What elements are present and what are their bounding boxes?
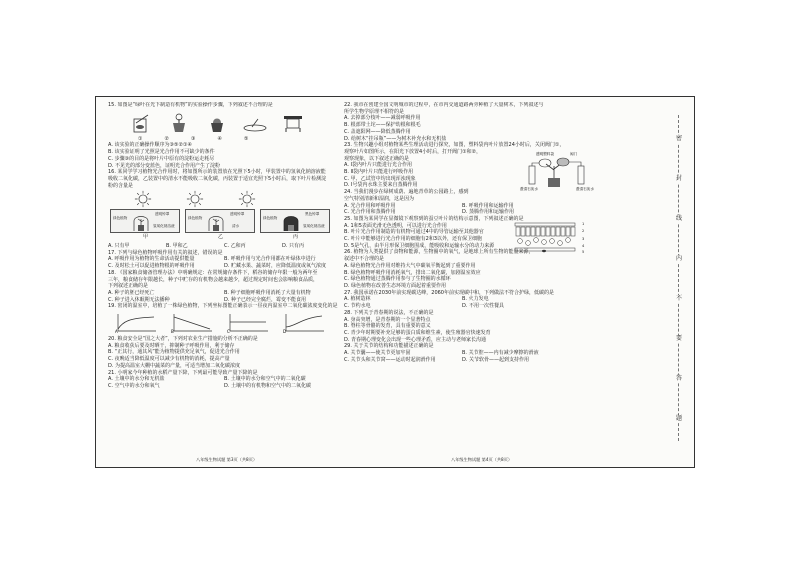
q25-leaf-cross-section: 1 2 3 4 5 [514,221,592,255]
q19-graph-b [170,312,216,334]
q27-options [344,296,580,309]
svg-text:透明塑料袋: 透明塑料袋 [536,152,554,156]
page-footer-right: 八年级生物试题 第4页（共8页） [451,457,513,462]
q15-option-c: C. 步骤③的目的是将叶片中原有的淀粉运走耗尽 [108,155,215,162]
question-26-stem-2: 叙述中不合理的是 [344,256,385,263]
q16-sun-row [134,190,340,208]
setup-yi: 绿色植物 透明钟罩 清水 [185,209,255,233]
q15-option-b: B. 该实验证明了光照是光合作用不可缺少的条件 [108,149,215,156]
q26-option-d: D. 绿色植物在改善生态环境方面起着重要作用 [344,282,447,289]
q28-option-d: D. 青春期心理变化会出现一些心理矛盾，应主动与老师家长沟通 [344,336,487,343]
sun-icon [134,190,152,208]
q29-option-a: A. 关节囊——使关节更加牢固 [344,350,411,357]
q16-option-d: D. 只有丙 [282,243,305,250]
leaf-structure-icon [514,221,580,255]
question-24-stem-1: 24. 当我们漫步在绿树成荫、遍地青草的公园路上，感到 [344,189,469,196]
q22-option-a: A. 去掉部分枝叶——减弱呼吸作用 [344,115,421,122]
q18-option-b: B. 种子细胞呼吸作用消耗了大量有机物 [224,289,311,296]
svg-text:B: B [171,329,174,335]
question-23-stem-1: 23. 生物兴趣小组对植物某些生理活动进行探究，如图，塑料袋内叶片放置24小时后，关闭阀门①， [344,142,565,149]
plant-under-bell-jar-icon [131,214,151,232]
svg-text:A: A [115,329,118,335]
q18-option-d: D. 种子已经完全腐烂，霉变不能食用 [224,296,307,303]
q16-option-a: A. 只有甲 [108,243,130,250]
q26-option-a: A. 绿色植物光合作用对维持大气中碳氧平衡起到了重要作用 [344,262,476,269]
q27-option-d: D. 不用一次性餐具 [462,303,505,310]
question-16-stem-3: 粉的含量是 [108,182,134,189]
question-27-stem: 27. 我国承诺在2030年前实现碳达峰，2060年前实现碳中和，下列做法不符合护绿，低碳的是 [344,289,554,296]
question-19-stem: 19. 密闭的温室中，培植了一株绿色植物，下列坐标图能正确表示一昼夜内温室中二氧化碳浓度变化的是 [108,303,338,310]
q25-option-d: D. 5是气孔，由半月形保卫细胞围成，能吸收和运输水分的动力来源 [344,242,495,249]
q18-options [108,290,340,303]
q23-option-b: B. Ⅱ袋内叶片只能进行呼吸作用 [344,169,414,176]
sun-icon [238,190,256,208]
question-18-stem-2: 三年，粮食储存年限越长，种子中贮存的有机物会越来越少，超过规定时间也会影响粮食品质， [108,276,319,283]
q29-option-b: B. 关节腔——内有减少摩擦的滑液 [462,350,539,357]
q29-option-c: C. 关节头和关节窝——运动时起润滑作用 [344,356,436,363]
q20-option-a: A. 粮食收获后要及时晒干，抑制种子呼吸作用，利于储存 [108,342,235,349]
q17-options [108,256,340,269]
q28-option-b: B. 脊柱等骨骼的发育，具有重要的意义 [344,323,431,330]
potted-plant-in-light-icon [164,113,194,133]
question-16-stem-2: 吸收二氧化碳，乙装置中的清水不能吸收二氧化碳，丙装置于适宜光照下5小时后，取下叶片检测淀 [108,175,327,182]
q16-option-b: B. 甲和乙 [166,243,188,250]
q17-option-c: C. 及时松土可以促进植物根的呼吸作用 [108,263,195,270]
q27-option-c: C. 节约水电 [344,303,371,310]
q23-option-a: A. Ⅰ袋内叶片只能进行光合作用 [344,162,412,169]
q20-option-d: D. 为提高温室大棚中蔬菜的产量，可适当增加二氧化碳浓度 [108,362,241,369]
q29-option-d: D. 关节软骨——起到支持作用 [462,356,530,363]
q19-graph-a [114,312,160,334]
q29-options [344,350,580,363]
plant-under-black-jar-icon [281,214,301,232]
q16-setup-labels: 甲 乙 丙 [142,234,298,241]
question-17-stem: 17. 下列与绿色植物呼吸作用有关的叙述，错误的是 [108,249,223,256]
potted-plant-dark-icon [202,113,232,133]
q17-option-b: B. 呼吸作用与光合作用都在叶绿体中进行 [224,256,316,263]
question-25-stem: 25. 如图为某同学在显微镜下观察到的蚕豆叶片的结构示意图，下列叙述正确的是 [344,215,524,222]
q15-step-numbers: ① ② ③ ④ ⑤ [138,135,249,142]
q15-figure [126,111,340,133]
q21-option-d: D. 土壤中的有机物和空气中的二氧化碳 [224,382,312,389]
sun-icon [186,190,204,208]
q19-graphs [114,312,340,334]
q24-option-d: D. 蒸腾作用和运输作用 [462,209,515,216]
q24-option-a: A. 光合作用和呼吸作用 [344,202,396,209]
question-29-stem: 29. 关于关节的结构和功能描述正确的是 [344,343,434,350]
q27-option-a: A. 植树造林 [344,296,371,303]
q17-option-a: A. 呼吸作用为植物的生命活动提供能量 [108,256,195,263]
q21-options [108,376,340,389]
setup-jia: 绿色植物 透明钟罩 氢氧化钠溶液 [110,209,180,233]
exam-sheet [95,96,695,468]
beaker-with-leaf-icon [126,113,156,133]
q20-option-c: C. 夜晚适当降低温度可以减少有机物的消耗，提高产量 [108,356,230,363]
svg-text:澄清石灰水: 澄清石灰水 [520,187,538,191]
question-23-stem-2: 观察叶片如图所示，在阳光下放置4小时后，打开阀门①和②， [344,148,482,155]
question-24-stem-2: 空气特别清新和湿润，这是因为 [344,195,415,202]
petri-dish-icon [240,113,270,133]
q25-option-b: B. 叶片光合作用制造的有机物可通过4中的导管运输至其他器官 [344,229,484,236]
question-22-stem-1: 22. 我市在创建全国文明城市的过程中，在市内交通道路两旁种植了大量树木，下列叙述与 [344,102,544,108]
q25-option-c: C. 叶片中能够进行光合作用的细胞有2和3以外，还有保卫细胞 [344,236,483,243]
q16-setups [110,209,340,233]
q23-diagram-labels [520,152,600,192]
q17-option-d: D. 贮藏水果、蔬菜时，应降低温度或氧气浓度 [224,263,327,270]
q27-option-b: B. 火力发电 [462,296,489,303]
q15-option-d: D. 不见光的部分变蓝色，证明光合作用产生了淀粉 [108,162,221,169]
svg-text:C: C [227,329,230,335]
q16-option-c: C. 乙和丙 [224,243,246,250]
svg-text:澄清石灰水: 澄清石灰水 [576,187,594,191]
q26-option-b: B. 绿色植物呼吸作用消耗氧气，排出二氧化碳，加剧温室效应 [344,269,481,276]
water-bath-heating-icon [278,113,308,133]
question-26-stem-1: 26. 植物为人类提供了食物和能源，生物圈中的氧气，是地球上所有生物的能量来源， [344,249,534,256]
q22-option-c: C. 盖遮阳网——降低蒸腾作用 [344,128,411,135]
q28-option-a: A. 身高突增，是青春期的一个显著特点 [344,316,431,323]
binding-dashed-line [678,115,679,441]
q21-option-b: B. 土壤中的水分和空气中的二氧化碳 [224,376,306,383]
page-footer-left: 八年级生物试题 第3页（共8页） [196,457,258,462]
svg-text:D: D [283,329,287,335]
question-28-stem: 28. 下列关于青春期的说法，不正确的是 [344,309,434,316]
q23-option-c: C. 甲、乙试管中均出现浑浊现象 [344,175,416,182]
q24-option-b: B. 呼吸作用和运输作用 [462,202,514,209]
q21-option-a: A. 土壤中的水分和无机盐 [108,376,165,383]
question-18-stem-1: 18. 《国家粮食储备管理办法》中明确规定：在常规储存条件下，稻谷的储存年限一般为两年至 [108,269,318,276]
q18-option-a: A. 种子的胚已经死亡 [108,289,155,296]
question-18-stem-3: 下列叙述正确的是 [108,283,149,290]
question-20-stem: 20. 粮食安全是“国之大者”，下列对农业生产措施的分析不正确的是 [108,336,258,343]
q23-option-d: D. Ⅰ号袋内水珠主要来自蒸腾作用 [344,182,418,189]
binding-margin: 密 封 线 内 不 要 答 题 [672,115,686,441]
q19-graph-d [282,312,328,334]
q25-option-a: A. 1和5表面光滑无色透明，可以进行光合作用 [344,222,447,229]
q28-option-c: C. 青少年时期要补充足够的蛋白质和维生素，使生殖器官快速发育 [344,329,491,336]
q21-option-c: C. 空气中的水分和氧气 [108,382,160,389]
q20-option-b: B. “正其行，通其风”能为植物提供充足氧气，促进光合作用 [108,349,240,356]
svg-text:阀门: 阀门 [570,152,578,156]
q22-option-d: D. 给树木“挂吊瓶”——为树木补充水和无机盐 [344,135,447,142]
setup-bing: 绿色植物 黑色钟罩 氢氧化钠溶液 [260,209,330,233]
question-15-stem: 15. 如图是“绿叶在光下制造有机物”的实验操作步骤，下列叙述不合理的是 [108,102,273,108]
question-23-stem-3: 观察现象，以下叙述正确的是 [344,155,410,162]
question-21-stem: 21. 小明家今年种植的水稻产量下降，下列最可能导致产量下降的是 [108,369,258,376]
left-column [108,102,340,390]
question-16-stem-1: 16. 某同学学习植物光合作用时，将如图所示的装置放在光照下5小时，甲装置中的氢氧化钠溶液能 [108,169,326,176]
q22-option-b: B. 根部带土坨——保护幼根和根毛 [344,122,421,129]
plant-under-bell-jar-icon [206,214,226,232]
q15-option-a: A. 该实验的正确操作顺序为③⑤②①④ [108,142,192,149]
q24-options [344,203,580,216]
q18-option-c: C. 种子进入休眠期无法播种 [108,296,170,303]
q16-options [108,243,340,250]
question-22-stem-2: 所学生物学原理不相符的是 [344,108,405,115]
q24-option-c: C. 光合作用和蒸腾作用 [344,209,396,216]
q26-option-c: C. 绿色植物通过蒸腾作用参与了生物圈的水循环 [344,276,451,283]
q19-graph-c [226,312,272,334]
